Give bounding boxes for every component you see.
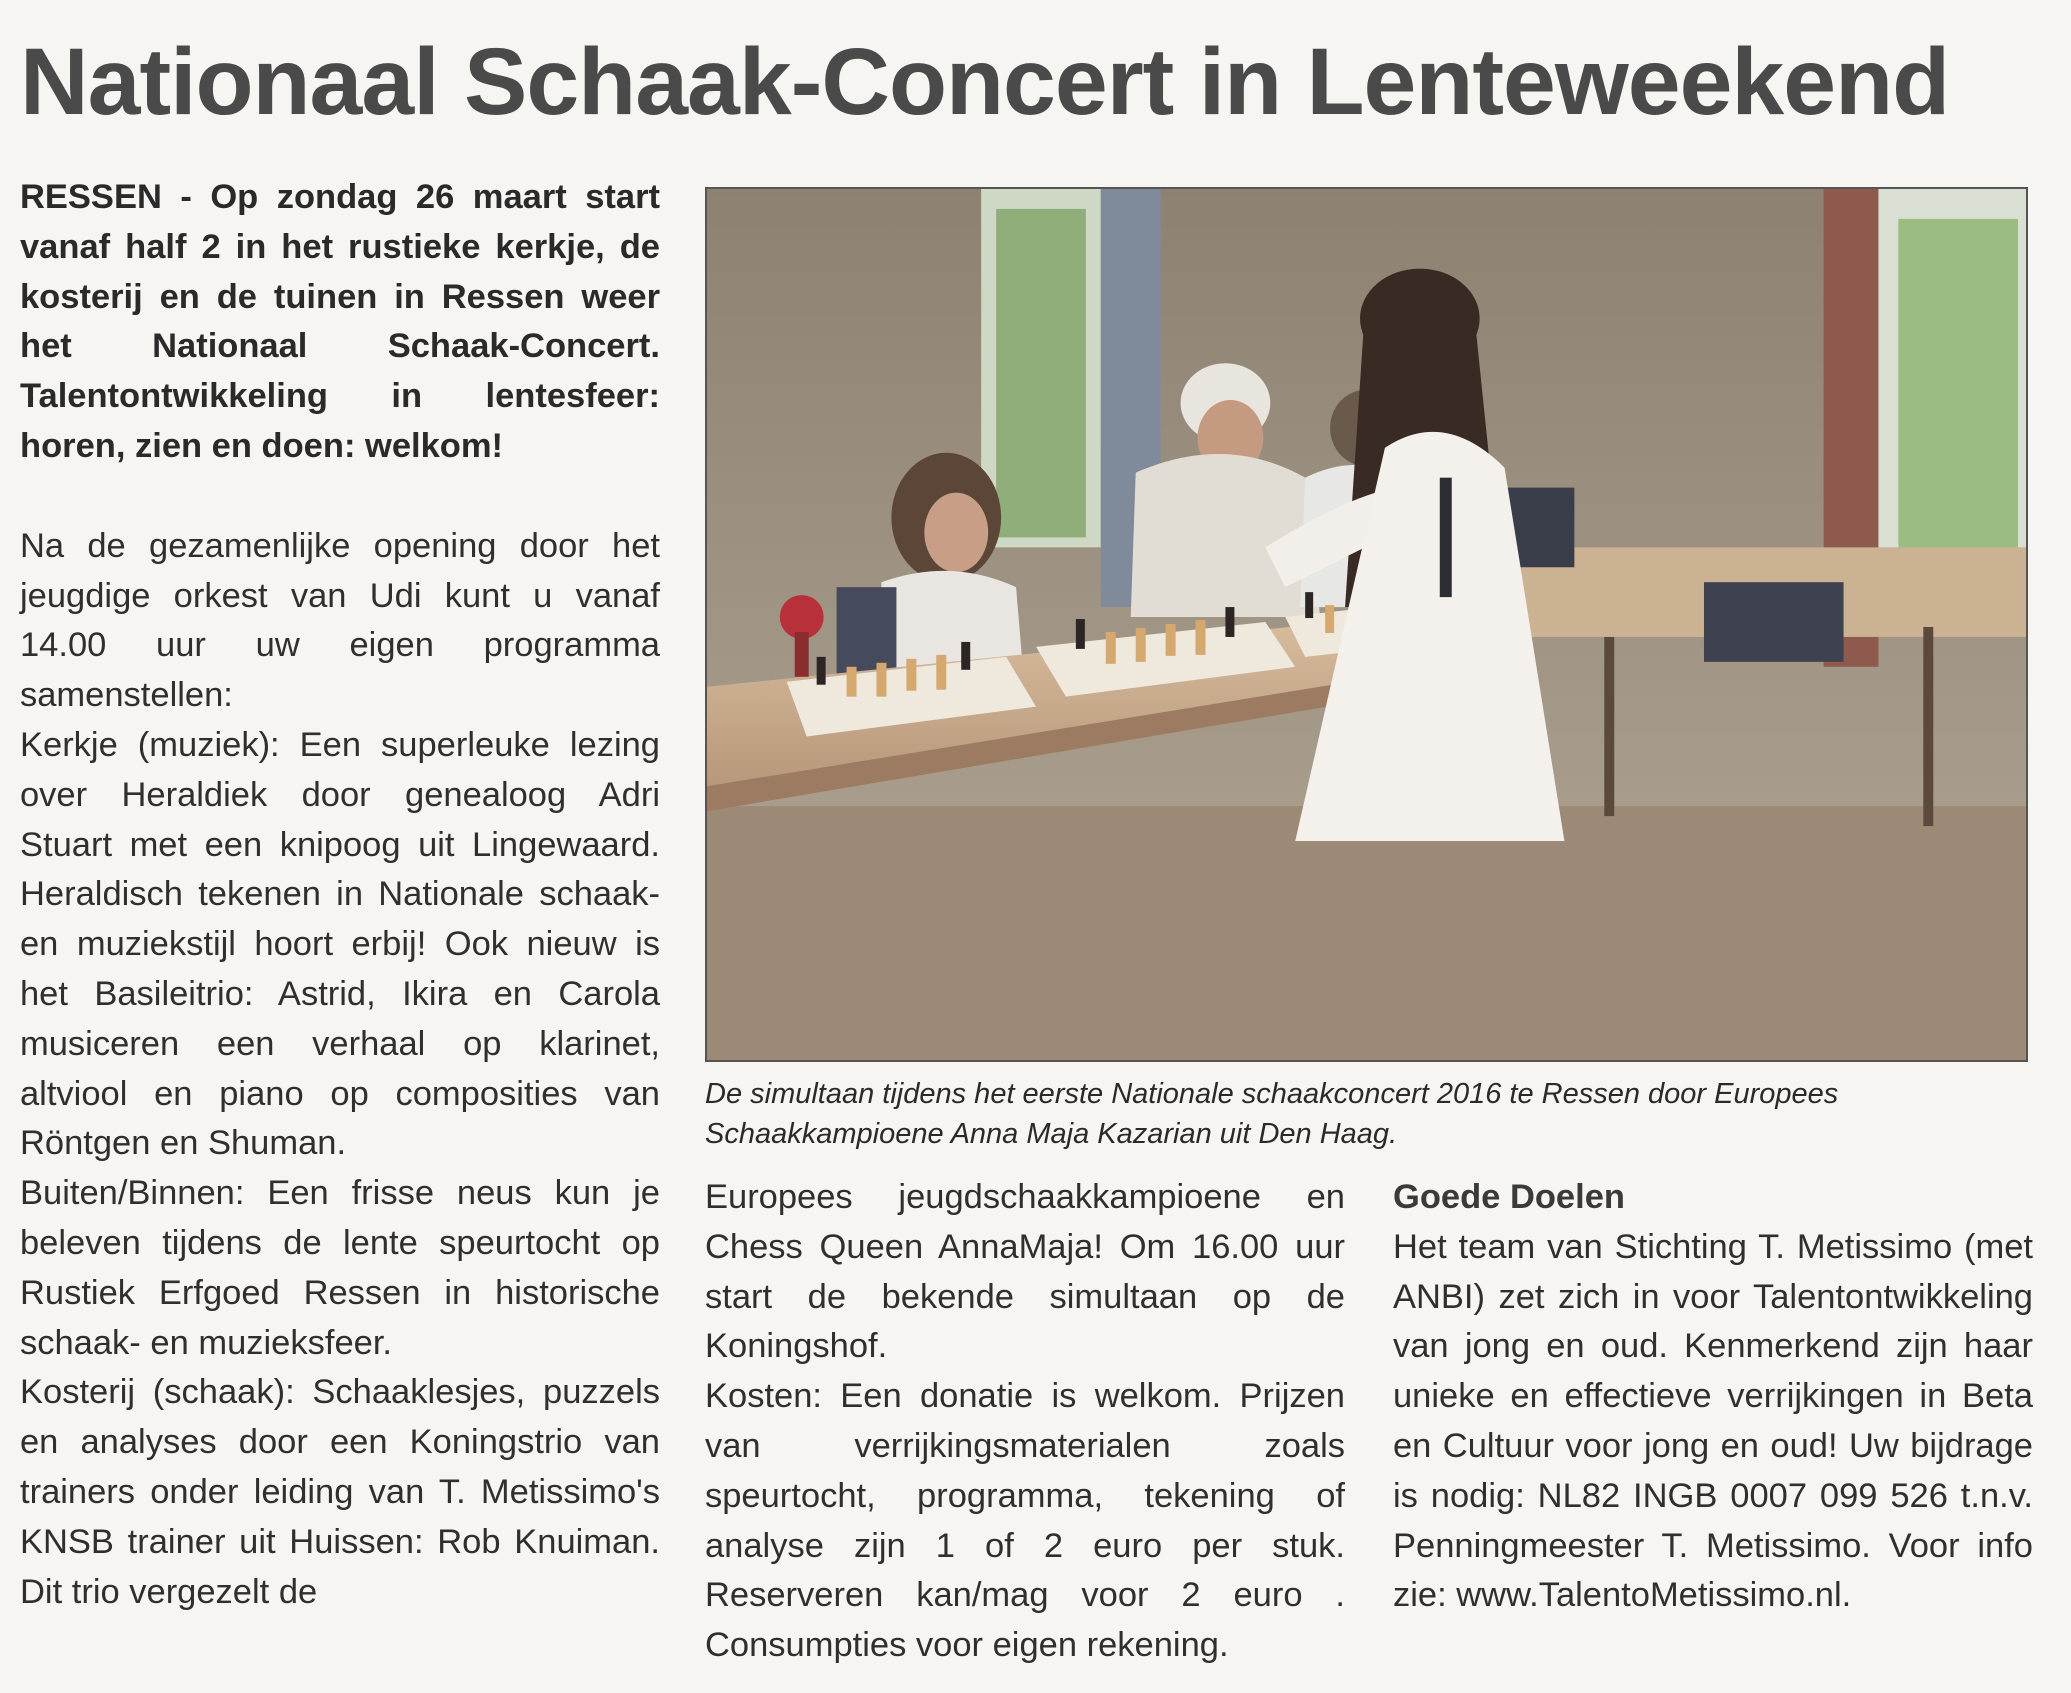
paragraph-buiten-binnen: Buiten/Binnen: Een frisse neus kun je beleven tijdens de lente speurtocht op Rustiek Erfgoed Ressen in historische schaak- en muzieksfeer. [20,1174,660,1362]
paragraph-simultaan: Europees jeugdschaakkampioene en Chess Queen AnnaMaja! Om 16.00 uur start de bekende simultaan op de Koningshof. [705,1178,1345,1366]
article-lead: RESSEN - Op zondag 26 maart start vanaf half 2 in het rustieke kerkje, de kosterij en de tuinen in Ressen weer het Nationaal Schaak-Concert. Talentontwikkeling in lentesfeer: horen, zien en doen: welkom! [20,178,660,465]
article-headline: Nationaal Schaak-Concert in Lenteweekend [20,29,1950,135]
article-column-2 [705,1173,1345,1671]
paragraph-goede-doelen: Het team van Stichting T. Metissimo (met ANBI) zet zich in voor Talentontwikkeling van jong en oud. Kenmerkend zijn haar unieke en effectieve verrijkingen in Beta en Cultuur voor jong en oud! Uw bijdrage is nodig: NL82 INGB 0007 099 526 t.n.v. Penningmeester T. Metissimo. Voor info zie: www.TalentoMetissimo.nl. [1393,1227,2033,1615]
article-column-3 [1393,1173,2033,1621]
paragraph-opening: Na de gezamenlijke opening door het jeugdige orkest van Udi kunt u vanaf 14.00 uur uw eigen programma samenstellen: [20,526,660,715]
paragraph-kosten: Kosten: Een donatie is welkom. Prijzen van verrijkingsmaterialen zoals speurtocht, programma, tekening of analyse zijn 1 of 2 euro per stuk. Reserveren kan/mag voor 2 euro . Consumpties voor eigen rekening. [705,1377,1345,1665]
chess-simul-photo [705,187,2028,1062]
photo-caption: De simultaan tijdens het eerste Nationale schaakconcert 2016 te Ressen door Europees Schaakkampioene Anna Maja Kazarian uit Den Haag. [705,1078,1839,1150]
article-column-1 [20,173,660,1617]
paragraph-kosterij: Kosterij (schaak): Schaaklesjes, puzzels en analyses door een Koningstrio van trainers onder leiding van T. Metissimo's KNSB trainer uit Huissen: Rob Knuiman. Dit trio vergezelt de [20,1373,660,1611]
photo-illustration [707,189,2026,1060]
subhead-goede-doelen: Goede Doelen [1393,1178,1625,1216]
paragraph-kerkje: Kerkje (muziek): Een superleuke lezing over Heraldiek door genealoog Adri Stuart met een knipoog uit Lingewaard. Heraldisch tekenen in Nationale schaak- en muziekstijl hoort erbij! Ook nieuw is het Basileitrio: Astrid, Ikira en Carola musiceren een verhaal op klarinet, altviool en piano op composities van Röntgen en Shuman. [20,725,660,1163]
